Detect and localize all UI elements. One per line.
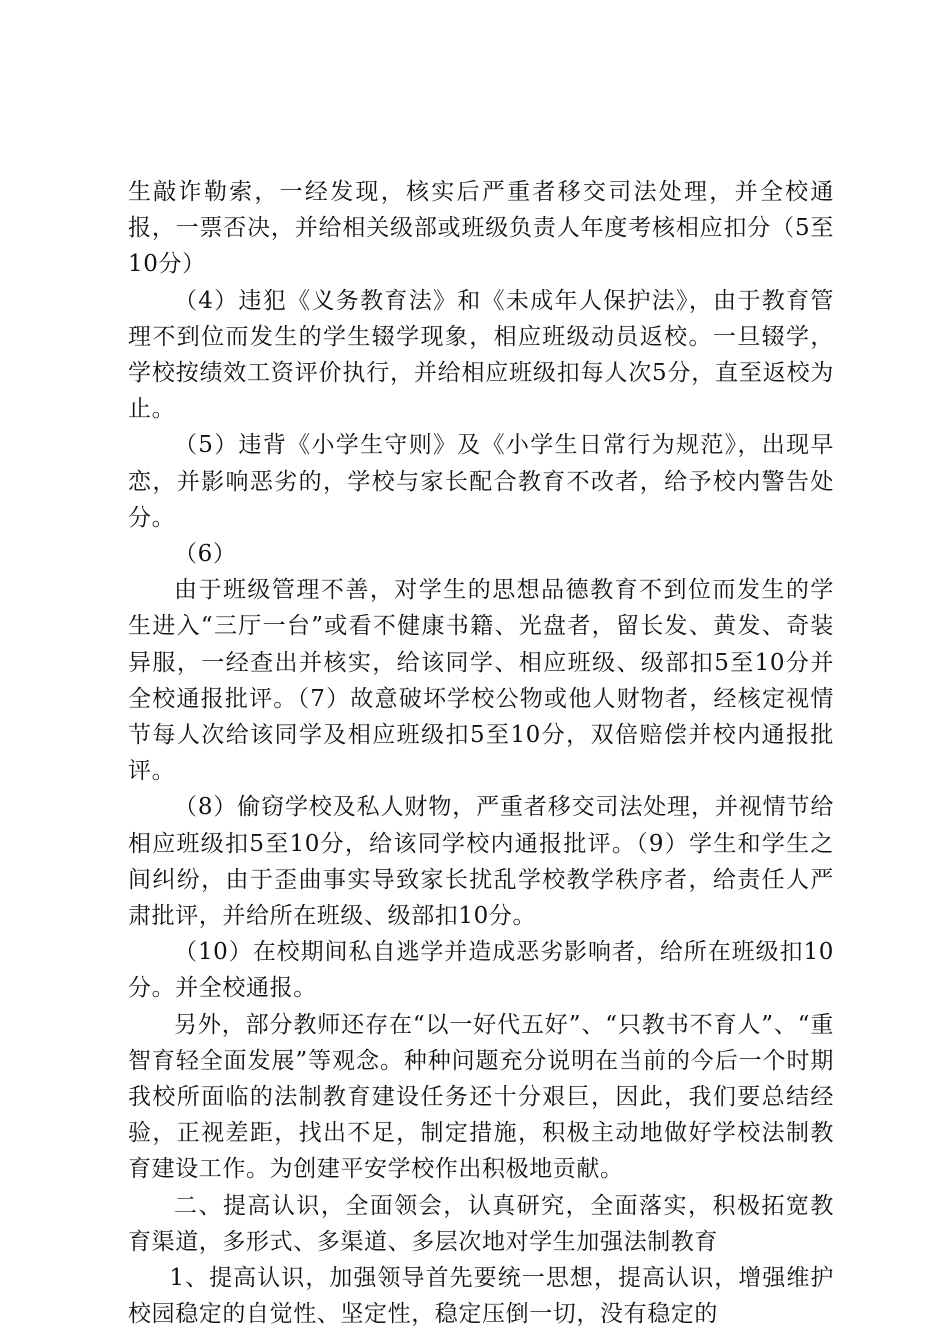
paragraph-item-6-7: 由于班级管理不善，对学生的思想品德教育不到位而发生的学生进入“三厅一台”或看不健康书籍、光盘者，留长发、黄发、奇装异服，一经查出并核实，给该同学、相应班级、级部扣5至10分并全校通报批评。（7）故意破坏学校公物或他人财物者，经核定视情节每人次给该同学及相应班级扣5至10分，双倍赔偿并校内通报批评。 bbox=[128, 577, 834, 785]
paragraph-point-1: 1、提高认识，加强领导首先要统一思想，提高认识，增强维护校园稳定的自觉性、坚定性，稳定压倒一切，没有稳定的 bbox=[128, 1265, 834, 1328]
paragraph-continued: 生敲诈勒索，一经发现，核实后严重者移交司法处理，并全校通报，一票否决，并给相关级部或班级负责人年度考核相应扣分（5至10分） bbox=[128, 179, 834, 278]
section-heading-2: 二、提高认识，全面领会，认真研究，全面落实，积极拓宽教育渠道，多形式、多渠道、多层次地对学生加强法制教育 bbox=[128, 1192, 834, 1255]
paragraph-item-10: （10）在校期间私自逃学并造成恶劣影响者，给所在班级扣10分。并全校通报。 bbox=[128, 939, 834, 1002]
document-body bbox=[128, 174, 834, 1333]
paragraph-item-5: （5）违背《小学生守则》及《小学生日常行为规范》，出现早恋，并影响恶劣的，学校与家长配合教育不改者，给予校内警告处分。 bbox=[128, 432, 834, 531]
paragraph-summary: 另外，部分教师还存在“以一好代五好”、“只教书不育人”、“重智育轻全面发展”等观念。种种问题充分说明在当前的今后一个时期我校所面临的法制教育建设任务还十分艰巨，因此，我们要总结经验，正视差距，找出不足，制定措施，积极主动地做好学校法制教育建设工作。为创建平安学校作出积极地贡献。 bbox=[128, 1011, 834, 1183]
paragraph-item-8-9: （8）偷窃学校及私人财物，严重者移交司法处理，并视情节给相应班级扣5至10分，给该同学校内通报批评。（9）学生和学生之间纠纷，由于歪曲事实导致家长扰乱学校教学秩序者，给责任人严肃批评，并给所在班级、级部扣10分。 bbox=[128, 794, 834, 930]
paragraph-item-6-heading: （6） bbox=[174, 541, 237, 568]
paragraph-item-4: （4）违犯《义务教育法》和《未成年人保护法》，由于教育管理不到位而发生的学生辍学现象，相应班级动员返校。一旦辍学，学校按绩效工资评价执行，并给相应班级扣每人次5分，直至返校为止。 bbox=[128, 287, 834, 423]
